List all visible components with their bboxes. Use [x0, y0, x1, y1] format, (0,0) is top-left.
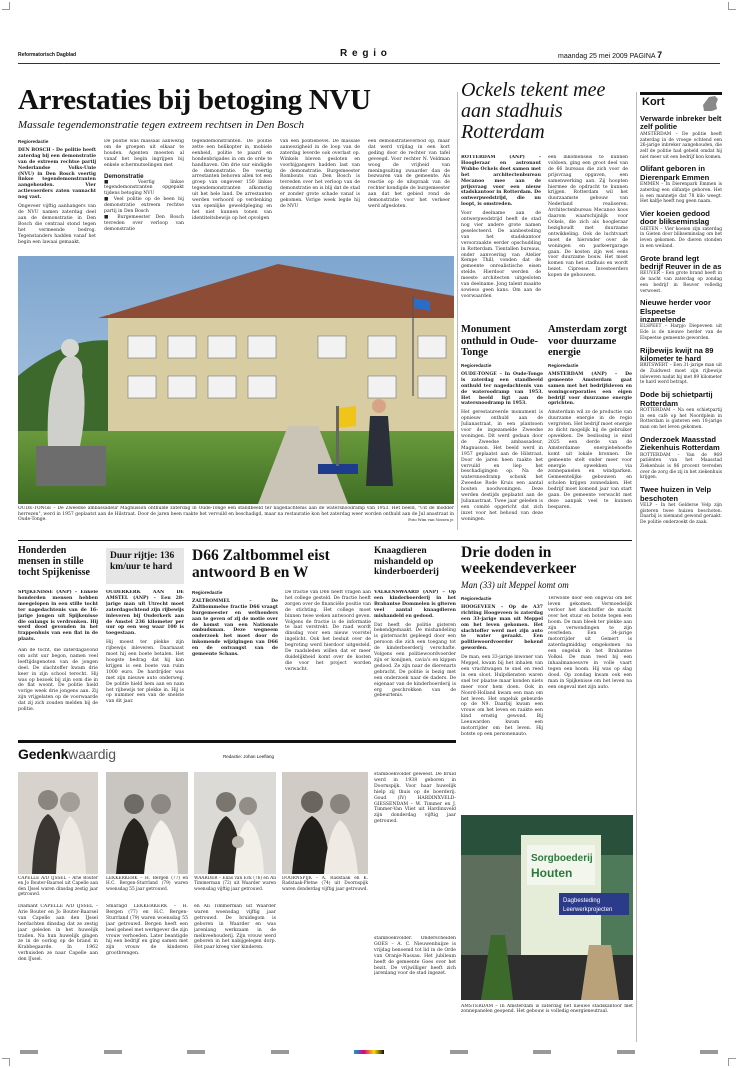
byline: Regioredactie [461, 596, 492, 601]
lead: DEN BOSCH – De politie heeft zaterdag bij een demonstratie van de extreem rechtse partij Nederlandse Volks-Unie (NVU) in Den Bosch veertig linkse tegendemonstranten aangehouden. Vier actievoerders zaten vannacht nog vast. [18, 147, 96, 201]
fact-box [104, 173, 184, 233]
kort-item [640, 299, 722, 341]
crop-mark [728, 2, 736, 10]
main-col-5: een demonstratieverbod op, maar dat werd vrijdag in een kort geding door de rechter van tafel geveegd. Voor rechter N. Veldman woog de vrijheid van meningsuiting zwaarder dan de bezwaren van de gemeente. Als reactie op de uitspraak van de rechter kondigde de burgemeester aan dat het gebied rond de demonstratie voor het verkeer werd afgesloten. [368, 139, 450, 209]
kort-item-body: VELP – In het Gelderse Velp zijn gisteren twee huizen beschoten. Daarbij is niemand gewond geraakt. De politie onderzoekt de zaak. [640, 502, 722, 526]
drie-headline: Drie doden in weekendeverkeer [461, 544, 577, 577]
kort-item [640, 347, 722, 387]
crop-mark [728, 1058, 736, 1066]
crop-mark [2, 2, 10, 10]
main-subtitle: Massale tegendemonstratie tegen extreem rechtsen in Den Bosch [18, 119, 305, 131]
body-text: Hij moest ter plekke zijn rijbewijs inleveren. Daarnaast moet hij een boete betalen. Het hoogste bedrag dat hij kan krijgen is een boete van ruim 1000 euro. De hardrijder was met zijn nieuwe auto onderweg. De politie hield hem aan en nam het rijbewijs ter plekke in. Hij is op nummer een van de snelste van dit jaar. [106, 640, 184, 705]
knaag-headline: Knaagdieren mishandeld op kinderboerderij [374, 546, 439, 577]
photo-wedding-couple [106, 772, 188, 874]
kort-item-body: AMSTERDAM – De politie heeft zaterdag in de vroege ochtend een 26-jarige inbreker aangehouden, die zelf de politie had gebeld omdat hij niet meer uit een bedrijf kon komen. [640, 131, 722, 160]
gedenk-caption-3: WAARDER – Elias van Eck (76) en Ali Timmerman (72) uit Waarder waren woensdag vijftig jaar getrouwd. [194, 876, 276, 892]
ockels-col-1 [461, 155, 541, 307]
photo-wedding-couple [18, 772, 98, 874]
gedenk-caption-4: DOORNSPIJK – A. Radstaak en K. Radstaak-Pletne (74) uit Doornspijk waren donderdag vijftig jaar getrouwd. [282, 876, 368, 892]
kort-item [640, 165, 722, 205]
main-col-1 [18, 139, 96, 249]
body-text: Voor deelname aan de ontwerpwedstrijd heeft de stad nog vier andere grote namen geselecteerd. De aanbesteding van het stadskantoor veroorzaakte eerder opschudding in Rotterdam. Tientallen bureaus, onder aanvoering van Atelier Kempe Thill, vonden dat de gemeente onrealistische eisen stelde. Hierdoor werden de meeste architecten uitgesloten van deelname. Jong talent maakte sowieso geen kans. Om aan de voorwaarden [461, 211, 541, 299]
paper-name: Reformatorisch Dagblad [18, 52, 77, 58]
gedenk-col-3: en Ali Timmerman uit Waarder waren woensdag vijftig jaar getrouwd. De bruidegom is geboren in Waarder en was jarenlang werkzaam in de melkveehouderij. Zijn vrouw werd geboren in het nabijgelegen dorp. Het paar kreeg vier kinderen. [194, 904, 276, 951]
svg-text:Houten: Houten [531, 866, 573, 880]
kort-item-title: Nieuwe herder voor Elspeetse inzamelende [640, 298, 711, 325]
page-number: 7 [657, 50, 663, 60]
page-date [558, 50, 662, 60]
monument-text [461, 363, 543, 531]
kort-item-body: ROTTERDAM – Na een schietpartij in een café op het Noordplein in Rotterdam is gisteren een 18-jarige man om het leven gekomen. [640, 407, 722, 431]
kort-item-title: Rijbewijs kwijt na 89 kilometer te hard [640, 345, 714, 363]
energie-headline: Amsterdam zorgt voor duurzame energie [548, 324, 628, 358]
gedenk-photo-2 [106, 772, 188, 874]
fact-box-title: Demonstratie [104, 172, 144, 180]
monument-headline: Monument onthuld in Oude-Tonge [461, 324, 539, 358]
byline: Regioredactie [18, 139, 49, 144]
energie-text [548, 363, 632, 531]
lead: ROTTERDAM (ANP) – Hoogleraar en astronaut Wubbo Ockels doet samen met het architectenbureau Mecanoo mee aan de prijsvraag voor een nieuw stadskantoor in Rotterdam. De ontwerpwedstrijd, die nu loopt, is omstreden. [461, 155, 541, 208]
body-text: Het gerestaureerde monument is opnieuw onthuld aan de Julianastraat, in een plantsoen voor de ingezamelde Zweedse woningen. Dit werd gedaan door de Zweedse ambassadeur, Magnusson. Het beeld werd in 1957 geplaatst aan de Hilstraat. Door de jaren heen raakte het vervuild en liep het beschadigingen op. Na de watersnoodramp schonk het Zweedse Rode Kruis een aantal houten noodwoningen. Deze werden destijds geplaatst aan de Julianastraat. Twee jaar geleden is een comité opgericht dat zich inzet voor het behoud van deze woningen. [461, 410, 543, 522]
byline: Regioredactie [548, 363, 579, 368]
kort-item [640, 210, 722, 250]
column-rule [457, 92, 458, 530]
column-rule [636, 92, 637, 1042]
gedenk-caption-2: LEKKERKERK – H. Bergen (77) en H.C. Bergen-Sturrland (79) waren woensdag 55 jaar getrouwd. [106, 876, 188, 892]
sign-line-1: Dagbesteding [563, 898, 601, 904]
gedenk-caption-1: CAPELLE A/D IJSSEL – Arie Bouter en Jo Bouter-Baarsel uit Capelle aan den IJssel waren dinsdag zestig jaar getrouwd. [18, 876, 98, 898]
photo-caption: OUDE-TONGE – De Zweedse ambassadeur Magnusson onthulde zaterdag in Oude-Tonge een standbeeld ter nagedachtenis aan de watersnoodramp van 1953. Het beeld, "Uit de modder herrezen", werd in 1957 geplaatst aan de Hilstraat. Door de jaren heen raakte het vervuild en beschadigd, maar na restauratie kon het zaterdag weer worden onthuld aan de Jul anastraat in Oude-Tonge. Foto Wim van Vossen jr. [18, 506, 454, 522]
byline: Regioredactie [192, 590, 223, 595]
body-text: De man, een 33-jarige inwoner van Meppel, kwam bij het inhalen van een vrachtwagen te snel en reed in een sloot. Hulpdiensten waren snel ter plaatse maar konden niets meer voor hem doen. Ook in Noord-Holland kwam een man om het leven. Het ongeluk gebeurde op de N9. Daarbij kwam een vrouw om het leven en raakte een kind ernstig gewond. Bij Leeuwarden kwam een motorrijder om het leven. Hij botste op een personenauto. [461, 655, 543, 737]
drie-col-1 [461, 596, 543, 808]
kort-item-body: ROTTERDAM – Van de 969 patiënten van het Maasstad Ziekenhuis is 86 procent tevreden over de zorg die zij in het ziekenhuis krijgen. [640, 452, 722, 481]
kort-header [640, 92, 722, 110]
section-rule [18, 540, 632, 543]
lead: VALKENSWAARD (ANP) – Op een kinderboerderij in het Brabantse Dommelen is giteren veel aantal knaagdieren mishandeld en gedood. [374, 590, 456, 619]
page-label: PAGINA [629, 53, 656, 60]
header-rule [18, 63, 720, 64]
kort-item-body: GIETEN – Vier koeien zijn zaterdag in Gieten door blikseminslag om het leven gekomen. De dieren stonden in een weiland. [640, 226, 722, 249]
kort-item [640, 486, 722, 526]
body-text: Dat heeft de politie gisteren bekendgemaakt. De mishandeling is gisternacht gepleegd door een persoon die zich een toegang tot de kinderboerderij verschafte. Volgens een politiewoordvoerder zijn er konijnen, cavia's en kippen gedood. Ze zijn naar de dierenarts gebracht. De politie is bezig met een onderzoek naar de daders. De eigenaar van de kinderboerderij is erg geschrokken van de gebeurtenis. [374, 622, 456, 699]
kort-item-title: Grote brand legt bedrijf Reuver in de as [640, 253, 722, 271]
monument-photo [18, 256, 454, 504]
sign-line-2: Leerwerkprojecten [563, 907, 613, 913]
section-name: R e g i o [340, 48, 388, 59]
crop-mark [2, 1058, 10, 1066]
duur-text [106, 590, 184, 724]
kort-item-title: Onderzoek Maasstad Ziekenhuis Rotterdam [640, 434, 720, 453]
gedenk-photo-1 [18, 772, 98, 874]
lead: HOOGEVEEN – Op de A37 richting Hoogeveen is zaterdag een 33-jarige man uit Meppel om het leven gekomen. Het slachtoffer werd met zijn auto te water geraakt. Een politiewoordvoerder bekend geworden. [461, 604, 543, 652]
photo-wedding-couple [282, 772, 368, 874]
gedenk-photo-4 [282, 772, 368, 874]
kort-item [640, 115, 722, 160]
gedenk-col-4: stamboekvolder geweest. De bruid werd in 1938 geboren in Doornspijk. Voor haar huwelijk hielp zij thuis op de boerderij. Goud (IV) HARDINXVELD-GIESSENDAM – W. Timmer en J. Timmer-Van Vliet uit Hardinxveld zijn donderdag vijftig jaar getrouwd. [374, 772, 456, 825]
honderden-headline: Honderden mensen in stille tocht Spijkenisse [18, 545, 90, 578]
ockels-headline: Ockels tekent mee aan stadhuis Rotterdam [461, 79, 606, 143]
d66-col-2: De fractie van D66 heeft vragen aan het college gesteld. De fractie heeft zorgen over de financiële positie van de stichting. Het college moet binnen twee weken antwoord geven. Volgens de fractie is de informatie te laat verstrekt. De raad wordt dinsdag voor een nieuw voorstel ingelicht. Ook het besluit over de begroting werd hierdoor uitgesteld. De raadsleden willen dat er meer duidelijkheid komt over de kosten die voor het project worden verwacht. [285, 590, 371, 672]
kort-item [640, 436, 722, 481]
kort-item-title: Twee huizen in Velp beschoten [640, 485, 712, 503]
fact-box-item: ■ Veel politie op de been bij demonstratie extreem rechtse partij in Den Bosch [104, 197, 184, 215]
svg-text:Sorgboederij: Sorgboederij [531, 853, 593, 864]
lead: SPIJKENISSE (ANP) – Enkele honderden mensen hebben meegelopen in een stille tocht ter nagedachtenis van de 16-jarige jongen uit Spijkenisse die onlangs is verdronken. Hij werd dood gevonden in het trappenhuis van een flat in de plaats. [18, 590, 98, 643]
gedenk-photo-3 [194, 772, 276, 874]
lead: OUDERKERK AAN DE AMSTEL (ANP) – Een 28-jarige man uit Utrecht moet zaterdagochtend zijn rijbewijs inleveren bij Ouderkerk aan de Amstel 236 kilometer per uur op een weg waar 100 is toegestaan. [106, 590, 184, 637]
lead: ZALTBOMMEL – De Zaltbommelse fractie D66 vraagt burgemeester en wethouders aan te geven of zij de motie over de komst van een Nationale ombudsman. Deze wegneem onderzoek het moet door de inkomende wijzigingen van D66 en de ontvangst van de gemeente Schans. [192, 598, 278, 658]
energie-photo [461, 815, 633, 1000]
body-text: Amsterdam wil zo de productie van duurzame energie in de regio vergroten. Het bedrijf moet energie zo dicht mogelijk bij de gebruiker opwekken. De beslissing is eind 2025 een derde van de Amsterdamse energiebehoefte komt uit lokale bronnen. De gemeente stelt onder meer voor energie opwekken via zonnepanelen en windparken. Gemeentelijke gebouwen en scholen krijgen zonnedaken. Het bedrijf moet komend jaar van start gaan. De gemeente verwacht met deze aanpak veel te kunnen besparen. [548, 410, 632, 510]
main-col-3: tegendemonstranten. De politie zette een helikopter in, mobiele eenheid, politie te paard en hondenbrigades in om de orde te handhaven. Om drie uur eindigde de demonstratie. De veertig arrestanten behoren allen tot een groep van ongeveer 150 linkse tegendemonstranten afkomstig uit het hele land. De arrestanten werden verhoord op verdenking van openlijke geweldpleging en het niet kunnen tonen van identiteitsbewijs op het opvolgen [192, 139, 272, 221]
gedenk-band [18, 740, 456, 768]
kort-label: Kort [642, 96, 665, 108]
honderden-col-2: Aan de tocht, die zaterdagavond om acht uur begon, namen veel leeftijdsgenoten van de jongen deel. De slachtoffer kwam drie keer in zijn school terecht. Hij was op bezoek bij zijn oom die in de flat woont. De politie hield vorige week drie jongens aan. Zij zijn vrijgelaten op de voorwaarde dat zij zich zouden melden bij de politie. [18, 648, 98, 713]
main-headline: Arrestaties bij betoging NVU [18, 84, 371, 116]
photo-wedding-couple [194, 772, 276, 874]
kort-item [640, 391, 722, 431]
photo-shop-front [461, 815, 633, 1000]
lead: OUDE-TONGE – In Oude-Tonge is zaterdag een standbeeld onthuld ter nagedachtenis van de wateroodramp van 1953. Het beeld ligt aan de watersnoodramp in 1953. [461, 371, 543, 407]
kort-item-body: ELSPEET – Harpjo Diepeveen uit Ede is de nieuwe herder van de Elspeetse gemeente geworden. [640, 324, 722, 341]
d66-headline: D66 Zaltbommel eist antwoord B en W [192, 547, 330, 581]
photo-credit: Foto Wim van Vossen jr. [408, 517, 454, 522]
gedenk-col-1: Diamant CAPELLE A/D IJSSEL – Arie Bouter en Jo Bouter-Baarsel van Capelle aan den IJssel herdachten dinsdag dat ze zestig jaar geleden in het huwelijk traden. Na hun huwelijk gingen ze in de oorlog op de brand in Krabbegaarde. In 1962 verhuisden ze naar Capelle aan den IJssel. [18, 904, 98, 963]
knaag-text [374, 590, 456, 724]
kort-list [640, 110, 722, 1040]
kort-item-title: Dode bij schietpartij Rotterdam [640, 390, 713, 408]
body-text: De politie was massaal aanwezig om de groepen uit elkaar te houden. Agenten moesten al vanaf het begin ingrijpen bij enkele schermutselingen met [104, 139, 184, 168]
kort-item-title: Vier koeien gedood door blikseminslag [640, 208, 710, 227]
fact-box-item: ■ Voertig linkse tegendemonstranten opgepakt tijdens betoging NVU [104, 179, 184, 197]
duur-headline: Duur rijtje: 136 km/uur te hard [110, 551, 175, 572]
date: maandag 25 mei 2009 [558, 53, 628, 60]
kort-item-body: REUVER – Een grote brand heeft in de nacht van zaterdag op zondag een bedrijf in Reuver volledig verwoest. [640, 271, 722, 294]
registration-strip [20, 1050, 718, 1056]
kort-item-body: BRITSWERT – Een 31-jarige man uit de Zuidwest moet zijn rijbewijs inleveren nadat hij met 89 kilometer te hard werd betrapt. [640, 363, 722, 386]
lead: AMSTERDAM (ANP) – De gemeente Amsterdam gaat samen met het bedrijfsleven en woningcorporaties een eigen bedrijf voor duurzame energie oprichten. [548, 371, 632, 407]
main-col-2 [104, 139, 184, 249]
fact-box-item: ■ Burgemeester Den Bosch tevreden over verloop van demonstratie [104, 214, 184, 232]
gedenk-title: Gedenkwaardig [18, 746, 116, 762]
main-col-4: van een politiebevel. De massale aanwezigheid in de loop van de zaterdag leverde ook overlast op. Winkels bleven gesloten en voorbijgangers hadden last van de demonstratie. Burgemeester Rombouts van Den Bosch is tevreden over het verloop van de demonstratie en is blij dat de stad er zonder grote schade vanaf is gekomen. Vorige week legde hij de NVU [280, 139, 360, 209]
ockels-col-2: een inkomenseis te kunnen voldoen, ging een groot deel van de 66 bureaus die zich voor de prijsvraag opgaven, een samenwerking aan. Zij hoopten hiermee de opdracht te kunnen krijgen. Rotterdam wil het duurzaamste gebouw van Nederland realiseren. Architectenbureau Mecanoo koos daarom waarschijnlijk voor Ockels, die zich als hoogleraar bezighoudt met duurzame ontwikkeling. Ook de luchtvaart moet de hieronder over de woningen en parkeergarage gaan. De kosten zijn wel eens voor duurzame bouw. Het moet komen van het stadhuis en wordt bezet. Cipresse. Investeerders kopen de gebouwen. [548, 155, 628, 279]
gedenk-col-5: stamboekvolder. Onderscheiden GOES – A. C. Nieuwenhuijze is vrijdag benoemd tot lid in de Orde van Oranje-Nassau. Het jubileum heeft de gemeente Goes over het bezit. De vrijwilliger heeft zich jarenlang voor de stad ingezet. [374, 936, 456, 977]
kort-item-body: EMMEN – In Dierenpark Emmen is zaterdag een olifantje geboren. Het is een mannetje dat 78 kilo weegt. Het kalfje heeft nog geen naam. [640, 182, 722, 205]
gedenk-col-2: Smaragd LEKKERKERK – H. Bergen (77) en H.C. Bergen-Sturrland (79) waren woensdag 55 jaar getrouwd. Bergen heeft een heel geheel met werkgever die zijn vrouw verhoeden. Later beantigde hij een bedrijf en ging samen met zijn vrouw de kinderen grootbrengen. [106, 904, 188, 957]
drie-subtitle: Man (33) uit Meppel komt om [461, 580, 569, 590]
d66-col-1 [192, 590, 278, 724]
kort-item-title: Verwarde inbreker belt zelf politie [640, 114, 722, 132]
byline: Regioredactie [461, 363, 492, 368]
energie-photo-caption: AMSTERDAM – In Amsterdam is zaterdag het nieuwe stadskantoor met zonnepanelen geopend. Het gebouw is volledig energieneutraal. [461, 1004, 633, 1015]
kort-item-title: Olifant geboren in Dierenpark Emmen [640, 164, 710, 182]
gedenk-credit: Redactie: Johan Leeflang [223, 754, 275, 759]
photo-monument-ceremony [18, 256, 454, 504]
drie-col-2: Terwolde door een ongeval om het leven gekomen. Vermoedelijk verloor het slachtoffer de macht over het stuur en botste tegen een boom. De man bleek ter plekke aan zijn verwondingen te zijn overleden. Een 34-jarige motorrijder uit Gemert is zaterdagmiddag omgekomen na een ongeluk in het Brabantse Volkel. De man reed bij een inhaalmanoeuvre in volle vaart tegen een boom. Hij was op slag dood. Op zondag kwam ook een man in Spijkenisse om het leven na een ongeval met zijn auto. [548, 596, 632, 690]
body-text: Ongeveer vijftig aanhangers van de NVU namen zaterdag deel aan de demonstratie in Den Bosch die centraal stond tegen het vermeende bedrog. Tegenstanders hadden vanaf het begin een lawaai gemaakt. [18, 204, 96, 245]
kort-item [640, 255, 722, 295]
